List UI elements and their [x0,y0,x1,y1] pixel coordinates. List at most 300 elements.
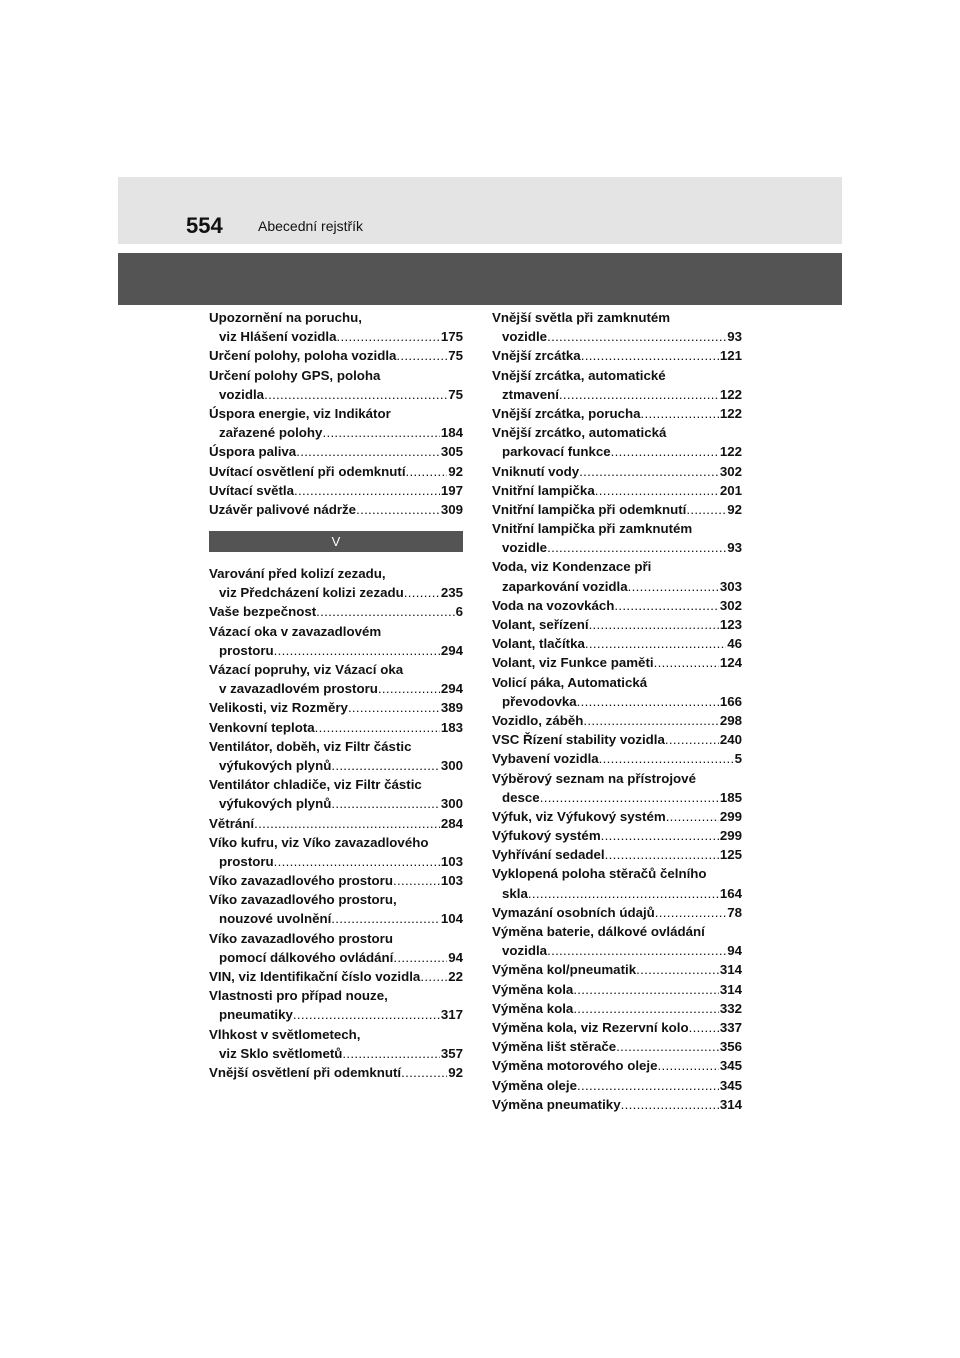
page-reference: 305 [440,444,463,460]
index-entry [492,673,742,711]
leader-dots [599,749,734,768]
index-entry-term: Vybavení vozidla [492,751,599,767]
index-entry-line: Víko zavazadlového prostoru, [209,892,397,908]
page-reference: 94 [727,943,742,959]
leader-dots [547,538,726,557]
index-entry-line: Vlhkost v světlometech, [209,1026,361,1042]
index-entry-final-line [492,481,742,500]
leader-dots [577,692,719,711]
index-entry-line: Výběrový seznam na přístrojové [492,770,696,786]
page-reference: 103 [440,853,463,869]
index-entry-final-line [492,826,742,845]
leader-dots [581,346,719,365]
page-reference: 197 [440,482,463,498]
index-entry [492,615,742,634]
index-entry [492,653,742,672]
index-entry-line: Vlastnosti pro případ nouze, [209,988,388,1004]
index-entry-final-line [209,1063,463,1082]
index-entry [492,481,742,500]
page-reference: 122 [719,386,742,402]
header-dark-band [118,253,842,305]
index-entry-term: Vnitřní lampička [492,482,595,498]
page-reference: 294 [440,681,463,697]
index-column-left [209,308,463,1082]
index-entry-term: Výfukový systém [492,828,601,844]
index-entry [209,481,463,500]
page-reference: 317 [440,1007,463,1023]
index-entry [492,769,742,807]
leader-dots [348,698,440,717]
index-entry-term: Velikosti, viz Rozměry [209,700,348,716]
leader-dots [621,1095,719,1114]
page-reference: 125 [719,847,742,863]
index-entry-final-line [209,583,463,602]
index-entry [492,557,742,595]
page-reference: 175 [440,329,463,345]
leader-dots [528,884,719,903]
index-entry-term: Víko zavazadlového prostoru [209,873,393,889]
index-entry-line: Vázací oka v zavazadlovém [209,623,382,639]
index-entry-final-line [492,1056,742,1075]
index-entry-final-line [209,679,463,698]
index-entry-term: v zavazadlovém prostoru [219,681,378,697]
index-entry-term: Volant, seřízení [492,617,589,632]
index-entry-line: Vnitřní lampička při zamknutém [492,521,693,537]
index-entry-final-line [209,756,463,775]
index-entry [209,660,463,698]
index-entry-final-line [492,500,742,519]
page-reference: 122 [719,405,742,421]
page-reference: 298 [719,712,742,728]
leader-dots [393,871,440,890]
index-entry-term: nouzové uvolnění [219,911,332,927]
page-reference: 299 [719,828,742,844]
index-entry-final-line [492,653,742,672]
leader-dots [689,1018,719,1037]
page-reference: 92 [448,463,463,479]
index-entry [492,749,742,768]
index-entry [492,826,742,845]
leader-dots [666,807,719,826]
page-reference: 299 [719,808,742,824]
index-entry-line: Vázací popruhy, viz Vázací oka [209,662,404,677]
index-entry-final-line [209,967,463,986]
page-reference: 314 [719,962,742,978]
index-entry-term: desce [502,789,540,805]
leader-dots [540,788,719,807]
index-entry-term: viz Hlášení vozidla [219,329,337,345]
page-reference: 235 [440,585,463,601]
index-entry-final-line [209,602,463,621]
index-entry [209,442,463,461]
index-entry-final-line [209,327,463,346]
index-entry [209,404,463,442]
page-reference: 164 [719,885,742,901]
index-entry-term: Vnější zrcátka [492,348,581,364]
index-entry-line: Výměna baterie, dálkové ovládání [492,924,705,939]
page-reference: 122 [719,444,742,460]
index-entry-line: Upozornění na poruchu, [209,310,362,325]
index-entry-line: Voda, viz Kondenzace při [492,559,652,575]
index-entry-term: Vniknutí vody [492,463,580,479]
page-reference: 389 [440,700,463,716]
page-reference: 356 [719,1039,742,1055]
index-entry [209,718,463,737]
page-reference: 302 [719,463,742,479]
index-entry-final-line [492,385,742,404]
index-entry-final-line [492,1076,742,1095]
page-reference: 309 [440,501,463,517]
leader-dots [274,641,440,660]
index-entry-final-line [209,500,463,519]
index-entry-term: Vnější zrcátka, porucha [492,405,641,421]
index-entry-term: vozidla [502,943,548,959]
leader-dots [331,794,439,813]
index-entry-term: Výměna oleje [492,1077,577,1093]
index-entry [492,462,742,481]
index-entry-final-line [492,462,742,481]
index-entry-term: Vyhřívání sedadel [492,847,605,863]
index-entry-final-line [492,404,742,423]
index-entry-term: převodovka [502,693,577,709]
page-reference: 345 [719,1077,742,1093]
index-entry-term: Výměna kola, viz Rezervní kolo [492,1019,689,1035]
index-entry [209,814,463,833]
index-entry-final-line [492,903,742,922]
index-entry-final-line [209,909,463,928]
page-reference: 337 [719,1019,742,1035]
index-entry [492,519,742,557]
leader-dots [616,1037,719,1056]
leader-dots [579,462,719,481]
index-entry-final-line [492,960,742,979]
index-entry [209,986,463,1024]
index-entry [492,1095,742,1114]
index-entry-term: VSC Řízení stability vozidla [492,732,665,748]
index-entry-line: Víko zavazadlového prostoru [209,930,393,946]
index-entry-final-line [492,538,742,557]
index-entry-term: vozidle [502,540,548,556]
leader-dots [547,327,726,346]
leader-dots [595,481,719,500]
index-entry-line: Vnější světla při zamknutém [492,310,671,325]
leader-dots [420,967,447,986]
index-entry-term: vozidla [219,386,265,402]
leader-dots [658,1056,719,1075]
index-entry-term: Výměna pneumatiky [492,1096,621,1112]
index-entry-final-line [492,999,742,1018]
index-entry-final-line [209,948,463,967]
index-entry-final-line [492,941,742,960]
leader-dots [665,730,719,749]
index-entry-final-line [209,385,463,404]
index-entry-final-line [492,615,742,634]
leader-dots [547,941,726,960]
index-entry-final-line [209,852,463,871]
index-entry [492,980,742,999]
index-entry-final-line [209,641,463,660]
index-entry [209,602,463,621]
page-reference: 78 [727,904,742,920]
index-entry [209,1025,463,1063]
index-entry [492,730,742,749]
index-entry [492,1018,742,1037]
index-entry [492,711,742,730]
index-entry-final-line [209,698,463,717]
leader-dots [401,1063,447,1082]
index-entry-term: prostoru [219,853,274,869]
leader-dots [605,845,719,864]
header-band [118,177,842,244]
page-reference: 302 [719,597,742,613]
index-entry-term: Výměna kol/pneumatik [492,962,637,978]
index-entry-term: Vnitřní lampička při odemknutí [492,501,687,517]
index-column-right [492,308,742,1114]
leader-dots [406,462,448,481]
index-entry-final-line [492,442,742,461]
page-reference: 357 [440,1045,463,1061]
index-entry-term: pomocí dálkového ovládání [219,949,394,965]
leader-dots [601,826,719,845]
page-reference: 121 [719,348,742,364]
leader-dots [404,583,440,602]
leader-dots [331,909,440,928]
index-entry-final-line [209,718,463,737]
index-entry-line: Volicí páka, Automatická [492,674,648,690]
index-entry-final-line [492,346,742,365]
index-entry-final-line [492,327,742,346]
leader-dots [577,1076,719,1095]
index-entry-final-line [209,871,463,890]
index-entry-final-line [209,462,463,481]
index-entry-final-line [492,845,742,864]
index-entry-final-line [209,346,463,365]
index-entry [492,1076,742,1095]
index-entry-final-line [209,1005,463,1024]
index-entry-final-line [492,1018,742,1037]
letter-heading: V [209,531,463,552]
index-entry-line: Úspora energie, viz Indikátor [209,405,391,421]
index-entry-final-line [492,634,742,653]
leader-dots [583,711,718,730]
page-reference: 166 [719,693,742,709]
page-reference: 300 [440,796,463,812]
index-entry [209,346,463,365]
index-entry-line: Určení polohy GPS, poloha [209,367,381,383]
page-reference: 104 [440,911,463,927]
page-reference: 92 [727,501,742,517]
leader-dots [654,653,719,672]
page-reference: 184 [440,425,463,441]
index-entry-term: Úspora paliva [209,444,297,460]
leader-dots [393,948,447,967]
index-entry-final-line [492,596,742,615]
index-entry-term: vozidle [502,329,548,345]
index-entry-final-line [492,749,742,768]
index-entry-final-line [492,1095,742,1114]
index-entry-final-line [209,442,463,461]
index-entry [209,890,463,928]
page-reference: 94 [448,949,463,965]
index-entry [492,1056,742,1075]
index-entry-final-line [492,980,742,999]
leader-dots [589,615,719,634]
index-entry [209,462,463,481]
page-reference: 201 [719,482,742,498]
page-reference: 92 [448,1064,463,1080]
leader-dots [628,577,719,596]
page-reference: 22 [448,969,463,984]
section-title: Abecední rejstřík [258,218,364,234]
leader-dots [611,442,719,461]
index-entry-term: pneumatiky [219,1007,293,1023]
leader-dots [293,1005,440,1024]
page-reference: 46 [727,636,742,652]
page-reference: 185 [719,789,742,805]
leader-dots [337,327,440,346]
page-number: 554 [186,213,223,238]
index-entry-term: Uzávěr palivové nádrže [209,501,357,517]
page-reference: 300 [440,757,463,773]
index-entry-final-line [209,481,463,500]
page-reference: 75 [448,348,463,364]
index-entry [492,346,742,365]
leader-dots [585,634,726,653]
index-entry-line: Varování před kolizí zezadu, [209,566,386,582]
index-entry-term: Venkovní teplota [209,719,315,735]
index-entry-term: Volant, viz Funkce paměti [492,655,654,671]
index-entry [209,698,463,717]
index-entry-final-line [492,788,742,807]
index-entry [492,845,742,864]
index-entry-term: Voda na vozovkách [492,597,615,613]
index-entry [209,967,463,986]
index-entry [209,564,463,602]
page-reference: 332 [719,1000,742,1016]
leader-dots [254,814,440,833]
index-entry-line: Vnější zrcátko, automatická [492,425,667,441]
page-reference: 314 [719,981,742,997]
index-entry [492,864,742,902]
index-entry-term: Výměna kola [492,981,574,997]
index-entry-term: Výfuk, viz Výfukový systém [492,808,666,824]
page-reference: 93 [727,329,742,345]
index-entry-term: výfukových plynů [219,796,332,812]
page-reference: 5 [734,751,742,767]
page-reference: 123 [719,617,742,632]
index-entry-term: skla [502,885,528,901]
page-reference: 294 [440,642,463,658]
index-entry-term: Vozidlo, záběh [492,712,584,728]
leader-dots [294,481,440,500]
index-entry [492,500,742,519]
index-entry-term: parkovací funkce [502,444,611,460]
page-reference: 240 [719,732,742,748]
leader-dots [686,500,726,519]
index-entry-term: zaparkování vozidla [502,578,628,594]
index-entry-line: Ventilátor, doběh, viz Filtr částic [209,738,412,754]
leader-dots [274,852,440,871]
page-reference: 93 [727,540,742,556]
index-entry-final-line [492,730,742,749]
page-reference: 314 [719,1096,742,1112]
index-entry-line: Vyklopená poloha stěračů čelního [492,866,707,882]
leader-dots [331,756,439,775]
leader-dots [614,596,718,615]
index-entry [492,922,742,960]
index-entry-term: Uvítací osvětlení při odemknutí [209,463,406,479]
index-entry [209,737,463,775]
page-reference: 284 [440,815,463,831]
leader-dots [296,442,440,461]
index-entry [209,500,463,519]
index-entry-line: Vnější zrcátka, automatické [492,367,666,383]
index-entry-final-line [492,1037,742,1056]
leader-dots [378,679,440,698]
page-reference: 75 [448,386,463,402]
page-reference: 183 [440,719,463,735]
index-entry [492,366,742,404]
index-entry-term: ztmavení [502,386,559,402]
index-entry [492,999,742,1018]
index-entry-term: Větrání [209,815,255,831]
leader-dots [356,500,440,519]
index-entry [209,622,463,660]
leader-dots [322,423,439,442]
index-entry-final-line [209,794,463,813]
index-entry [492,1037,742,1056]
index-entry-term: výfukových plynů [219,757,332,773]
index-entry-final-line [492,884,742,903]
index-entry-term: Vymazání osobních údajů [492,904,655,920]
index-entry-final-line [492,692,742,711]
leader-dots [396,346,447,365]
index-entry [209,929,463,967]
index-entry-term: Vnější osvětlení při odemknutí [209,1064,402,1080]
leader-dots [316,602,454,621]
index-entry [209,366,463,404]
index-entry [492,404,742,423]
page-reference: 303 [719,578,742,594]
index-entry-term: Uvítací světla [209,482,295,498]
index-entry-term: Vaše bezpečnost [209,604,317,620]
index-entry-term: VIN, viz Identifikační číslo vozidla [209,969,421,984]
index-entry-final-line [209,814,463,833]
index-entry-final-line [492,711,742,730]
index-entry-term: Výměna lišt stěrače [492,1039,617,1055]
index-entry-term: Určení polohy, poloha vozidla [209,348,397,364]
index-entry-final-line [209,1044,463,1063]
page-reference: 124 [719,655,742,671]
index-entry [209,308,463,346]
leader-dots [655,903,726,922]
index-entry [492,903,742,922]
index-entry [209,775,463,813]
index-entry [492,807,742,826]
page-reference: 103 [440,873,463,889]
index-entry [492,596,742,615]
leader-dots [342,1044,439,1063]
index-entry-final-line [492,807,742,826]
leader-dots [264,385,447,404]
page-reference: 6 [455,604,463,620]
index-entry [209,1063,463,1082]
index-entry-term: prostoru [219,642,274,658]
index-entry [492,960,742,979]
index-entry [492,423,742,461]
index-entry-term: Volant, tlačítka [492,636,585,652]
index-entry [492,308,742,346]
